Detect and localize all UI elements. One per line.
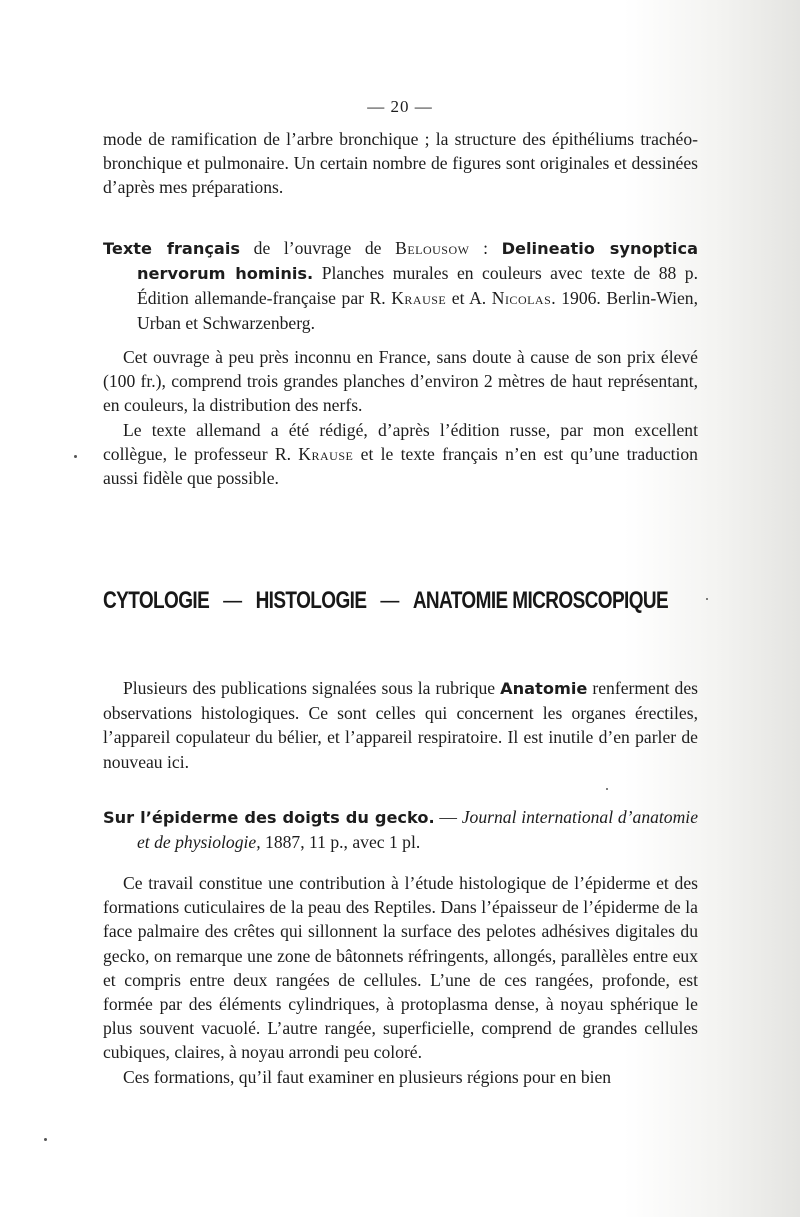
heading-part: CYTOLOGIE <box>103 588 210 615</box>
entry-title: Texte français <box>103 239 241 258</box>
heading-part: ANATOMIE MICROSCOPIQUE <box>412 588 669 615</box>
paragraph-text: Cet ouvrage à peu près inconnu en France, sans doute à cause de son prix élevé (100 fr.), comprend trois grandes planches d’environ 2 mètres de haut représentant, en couleurs, la distribution des nerfs. <box>103 347 698 416</box>
gecko-review <box>103 871 698 1089</box>
entry-text <box>103 236 698 335</box>
bold-term: Anatomie <box>500 679 588 698</box>
heading-dash: — <box>380 588 399 615</box>
paragraph-text-part: et le texte français n’en est qu’une traduction aussi fidèle que possible. <box>103 443 698 489</box>
paragraph-text: mode de ramification de l’arbre bronchique ; la structure des épithéliums trachéo-bronchique et pulmonaire. Un certain nombre de figures sont originales et dessinées d’après mes préparations. <box>103 129 698 198</box>
scan-speck <box>606 788 608 790</box>
paragraph-text <box>103 676 698 774</box>
scan-speck <box>74 455 77 458</box>
intro-paragraph <box>103 676 698 774</box>
entry-text-part: : <box>469 238 502 258</box>
review-paragraphs <box>103 345 698 490</box>
entry-text-part: de l’ouvrage de <box>240 238 396 258</box>
entry-text-part: et A. <box>446 288 492 309</box>
author-name: Krause <box>298 443 354 464</box>
entry-text-part: Planches murales en couleurs avec texte de 88 p. Édition allemande-française par R. <box>137 263 698 309</box>
heading-part: HISTOLOGIE <box>255 588 367 615</box>
page-number: — 20 — <box>367 97 433 116</box>
section-heading <box>103 588 703 616</box>
paragraph-text-part: renferment des observations histologiques. Ce sont celles qui concernent les organes érectiles, l’appareil copulateur du bélier, et l’appareil respiratoire. Il est inutile d’en parler de nouveau ici. <box>103 678 699 772</box>
journal-title: Journal international d’anatomie et de physiologie, <box>137 807 699 853</box>
paragraph-text: Ce travail constitue une contribution à l’étude histologique de l’épiderme et des formations cuticulaires de la peau des Reptiles. Dans l’épaisseur de l’épiderme de la face palmaire des crêtes qui sillonnent la surface des pelotes adhésives digitales du gecko, on remarque une zone de bâtonnets réfringents, allongés, parallèles entre eux et compris entre deux rangées de cellules. L’une de ces rangées, profonde, est formée par des éléments cylindriques, à protoplasma dense, à noyau sphérique le plus souvent vacuolé. L’autre rangée, superficielle, comprend de grandes cellules cubiques, claires, à noyau arrondi peu coloré. <box>103 873 698 1063</box>
scan-speck <box>706 598 708 600</box>
entry-title: Sur l’épiderme des doigts du gecko. <box>103 808 435 827</box>
entry-text-part: 1887, 11 p., avec 1 pl. <box>260 832 421 853</box>
entry-text-part: — <box>434 807 462 827</box>
continued-paragraph <box>103 127 698 200</box>
paragraph-text: Ces formations, qu’il faut examiner en plusieurs régions pour en bien <box>123 1066 612 1087</box>
editor-name: Krause <box>391 288 447 309</box>
scan-speck <box>44 1138 47 1141</box>
bibliography-entry-gecko <box>103 805 698 854</box>
entry-text-part: . 1906. Berlin-Wien, Urban et Schwarzenberg. <box>137 288 698 333</box>
work-title: Delineatio synoptica nervorum hominis. <box>137 239 698 284</box>
editor-name: Nicolas <box>491 288 552 309</box>
paragraph-text-part: Plusieurs des publications signalées sous la rubrique <box>123 678 501 698</box>
author-name: Belousow <box>395 238 470 258</box>
paragraph-text-part: Le texte allemand a été rédigé, d’après l’édition russe, par mon excellent collègue, le professeur R. <box>103 419 698 464</box>
paragraph-text <box>103 418 698 491</box>
entry-text <box>103 805 698 854</box>
bibliography-entry-belousow <box>103 236 698 335</box>
heading-dash: — <box>223 588 242 615</box>
